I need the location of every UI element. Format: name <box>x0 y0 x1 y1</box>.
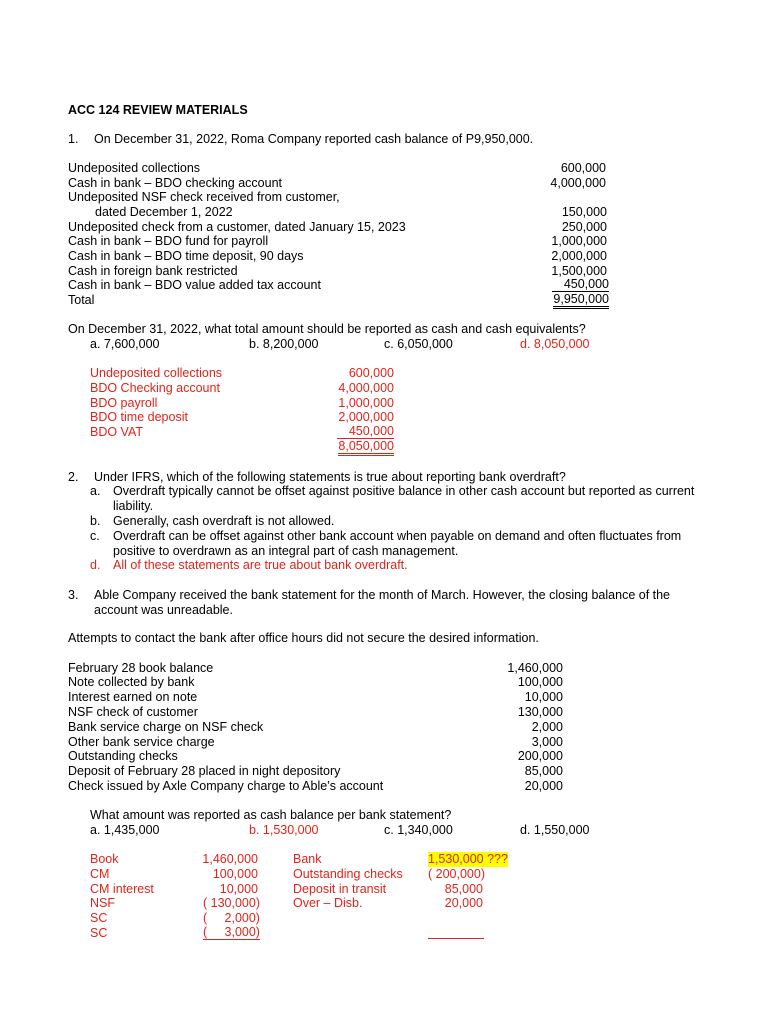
q3-item-label: NSF check of customer <box>68 705 198 719</box>
q2-choice-letter: d. <box>90 558 101 572</box>
page-title: ACC 124 REVIEW MATERIALS <box>68 103 248 117</box>
solution-label: BDO Checking account <box>90 381 220 395</box>
solution-label: CM <box>90 867 110 881</box>
solution-highlighted-value: 1,530,000 ??? <box>428 852 508 866</box>
q3-item-label: Outstanding checks <box>68 749 178 763</box>
q2-choice-letter: b. <box>90 514 101 528</box>
q3-question: What amount was reported as cash balance per bank statement? <box>90 808 452 822</box>
solution-value: ( 3,000) <box>203 925 260 939</box>
q1-item-label: Cash in bank – BDO value added tax account <box>68 278 321 292</box>
q1-item-value: 4,000,000 <box>550 176 606 190</box>
q3-item-label: Other bank service charge <box>68 735 215 749</box>
q1-item-label: Undeposited collections <box>68 161 201 175</box>
solution-value: 1,460,000 <box>202 852 258 866</box>
q3-item-value: 3,000 <box>531 735 563 749</box>
solution-value: 4,000,000 <box>338 381 394 395</box>
q3-item-value: 200,000 <box>517 749 563 763</box>
q3-choice-c: c. 1,340,000 <box>384 823 453 837</box>
q1-item-value: 450,000 <box>552 278 609 292</box>
solution-value: 10,000 <box>219 882 258 896</box>
q1-item-value: 250,000 <box>561 220 607 234</box>
solution-label: Undeposited collections <box>90 366 223 380</box>
q2-choice-b-text: Generally, cash overdraft is not allowed. <box>113 514 335 528</box>
solution-value: ( 2,000) <box>203 911 260 925</box>
q3-item-value: 10,000 <box>524 690 563 704</box>
q1-item-label: Cash in bank – BDO time deposit, 90 days <box>68 249 304 263</box>
solution-value: 100,000 <box>212 867 258 881</box>
q1-total-label: Total <box>68 293 95 307</box>
q3-item-label: Deposit of February 28 placed in night depository <box>68 764 341 778</box>
q1-total-value: 9,950,000 <box>553 293 609 309</box>
q3-item-value: 130,000 <box>517 705 563 719</box>
q1-item-label: Undeposited NSF check received from customer, <box>68 190 340 204</box>
q3-item-value: 100,000 <box>517 675 563 689</box>
q2-choice-letter: c. <box>90 529 100 543</box>
solution-value: 1,000,000 <box>338 396 394 410</box>
solution-label: Deposit in transit <box>293 882 387 896</box>
solution-value: ( 200,000) <box>428 867 485 881</box>
solution-label: NSF <box>90 896 115 910</box>
solution-label: BDO VAT <box>90 425 144 439</box>
solution-blank-line <box>428 938 484 939</box>
q1-item-value: 600,000 <box>560 161 606 175</box>
q1-item-value: 1,500,000 <box>551 264 607 278</box>
q1-item-value: 150,000 <box>561 205 607 219</box>
q3-item-value: 20,000 <box>524 779 563 793</box>
q1-choice-d-answer: d. 8,050,000 <box>520 337 590 351</box>
solution-label: Outstanding checks <box>293 867 403 881</box>
q3-choice-b-answer: b. 1,530,000 <box>249 823 319 837</box>
q3-item-label: Note collected by bank <box>68 675 195 689</box>
q2-choice-a-text: Overdraft typically cannot be offset against positive balance in other cash account but reported as current liability. <box>113 484 695 513</box>
solution-label: BDO time deposit <box>90 410 188 424</box>
solution-label: Over – Disb. <box>293 896 363 910</box>
solution-label: CM interest <box>90 882 154 896</box>
q1-item-value: 2,000,000 <box>551 249 607 263</box>
q1-item-label: Cash in bank – BDO checking account <box>68 176 283 190</box>
q1-item-label: Cash in bank – BDO fund for payroll <box>68 234 269 248</box>
q2-choice-c-text: Overdraft can be offset against other bank account when payable on demand and often fluctuates from positive to overdrawn as an integral part of cash management. <box>113 529 682 558</box>
q1-choice-a: a. 7,600,000 <box>90 337 160 351</box>
q3-item-label: February 28 book balance <box>68 661 214 675</box>
solution-value: 20,000 <box>444 896 483 910</box>
q1-choice-c: c. 6,050,000 <box>384 337 453 351</box>
q3-item-label: Check issued by Axle Company charge to Able’s account <box>68 779 384 793</box>
solution-label: BDO payroll <box>90 396 158 410</box>
question-1-number: 1. <box>68 132 79 146</box>
q1-item-value: 1,000,000 <box>551 234 607 248</box>
q1-item-label: Cash in foreign bank restricted <box>68 264 238 278</box>
solution-value: 2,000,000 <box>338 410 394 424</box>
q2-choice-d-answer: All of these statements are true about bank overdraft. <box>113 558 408 572</box>
solution-label: SC <box>90 911 108 925</box>
solution-total: 8,050,000 <box>338 440 394 456</box>
solution-label: Book <box>90 852 119 866</box>
q3-item-label: Interest earned on note <box>68 690 198 704</box>
q3-choice-d: d. 1,550,000 <box>520 823 590 837</box>
question-3-number: 3. <box>68 588 79 602</box>
q3-choice-a: a. 1,435,000 <box>90 823 160 837</box>
solution-value: 450,000 <box>337 425 394 439</box>
q3-item-value: 1,460,000 <box>507 661 563 675</box>
q1-choice-b: b. 8,200,000 <box>249 337 319 351</box>
q3-item-value: 2,000 <box>531 720 563 734</box>
question-2-number: 2. <box>68 470 79 484</box>
solution-value: 85,000 <box>444 882 483 896</box>
question-3-text2: Attempts to contact the bank after office hours did not secure the desired information. <box>68 631 539 645</box>
solution-value: ( 130,000) <box>203 896 260 910</box>
question-3-text: Able Company received the bank statement for the month of March. However, the closing balance of the account was unreadable. <box>94 588 671 617</box>
question-1-text: On December 31, 2022, Roma Company reported cash balance of P9,950,000. <box>94 132 534 146</box>
solution-label: SC <box>90 926 108 940</box>
solution-value: 600,000 <box>348 366 394 380</box>
q1-item-label: Undeposited check from a customer, dated January 15, 2023 <box>68 220 406 234</box>
q3-item-label: Bank service charge on NSF check <box>68 720 264 734</box>
solution-label: Bank <box>293 852 322 866</box>
question-2-text: Under IFRS, which of the following statements is true about reporting bank overdraft? <box>94 470 566 484</box>
q3-item-value: 85,000 <box>524 764 563 778</box>
q1-item-label: dated December 1, 2022 <box>95 205 233 219</box>
q1-question: On December 31, 2022, what total amount should be reported as cash and cash equivalents? <box>68 322 586 336</box>
q2-choice-letter: a. <box>90 484 101 498</box>
